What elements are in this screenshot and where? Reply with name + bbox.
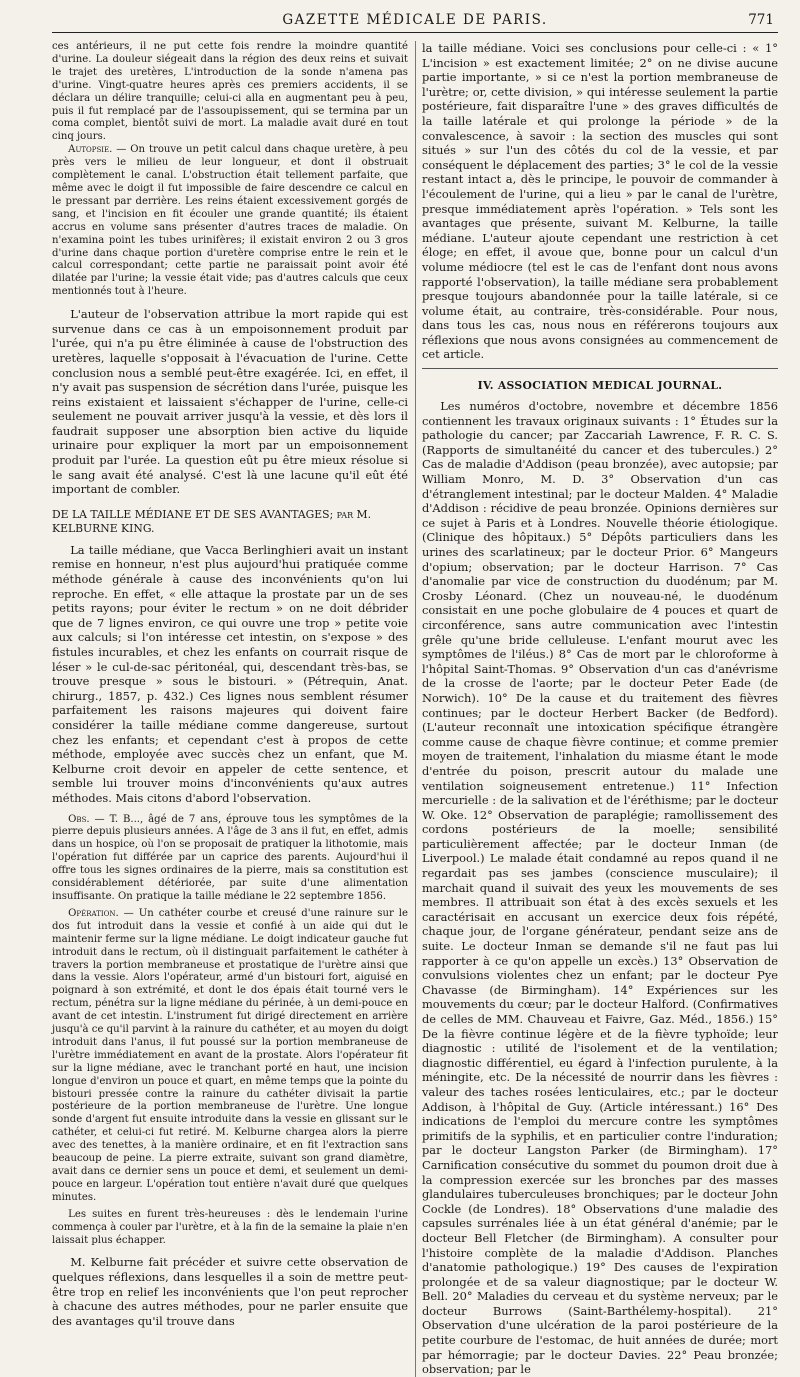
paragraph-text: — Un cathéter courbe et creusé d'une rainure sur le dos fut introduit dans la vessie et confié à un aide qui dut le maintenir ferme sur la ligne médiane. Le doigt indicateur gauche fut introduit dans le rectum, où il distinguait parfaitement le cathéter à travers la portion membraneuse et prostatique de l'urètre ainsi que dans la vessie. Alors l'opérateur, armé d'un bistouri fort, aiguisé en poignard à son extrémité, et dont le dos épais était tourné vers le rectum, pénétra sur la ligne médiane du périnée, à un demi-pouce en avant de cet intestin. L'instrument fut dirigé directement en arrière jusqu'à ce qu'il parvint à la rainure du cathéter, et au moyen du doigt introduit dans l'anus, il fut poussé sur la portion membraneuse de l'urètre immédiatement en avant de la prostate. Alors l'opérateur fit sur la ligne médiane, avec le tranchant porté en haut, une incision longue d'environ un pouce et quart, en même temps que la pointe du bistouri pressée contre la rainure du cathéter divisait la partie postérieure de la portion membraneuse de l'urètre. Une longue sonde d'argent fut ensuite introduite dans la vessie en glissant sur le cathéter, et celui-ci fut retiré. M. Kelburne chargea alors la pierre avec des tenettes, à la manière ordinaire, et en fit l'extraction sans beaucoup de peine. La pierre extraite, suivant son grand diamètre, avait dans ce dernier sens un pouce et demi, et seulement un demi-pouce en largeur. L'opération tout entière n'avait duré que quelques minutes. [52,907,408,1203]
operation-paragraph [52,908,408,1205]
section-title: IV. ASSOCIATION MEDICAL JOURNAL. [477,379,723,393]
paragraph: ces antérieurs, il ne put cette fois rendre la moindre quantité d'urine. La douleur siégeait dans la région des deux reins et suivait le trajet des uretères, L'introduction de la sonde n'amena pas d'urine. Vingt-quatre heures après ces premiers accidents, il se déclara un délire tranquille; celui-ci alla en augmentant peu à peu, puis il fut remplacé par de l'assoupissement, qui se termina par un coma complet, bientôt suivi de mort. La maladie avait duré en tout cinq jours. [52,41,408,143]
right-column [422,41,778,1377]
paragraph: M. Kelburne fait précéder et suivre cette observation de quelques réflexions, dans lesquelles il a soin de mettre peut-être trop en relief les inconvénients que l'on peut reprocher à chacune des autres méthodes, pour ne parler ensuite que des avantages qu'il trouve dans [52,1255,408,1328]
page-header [52,8,778,33]
left-column [52,41,408,1377]
paragraph: Les numéros d'octobre, novembre et décembre 1856 contiennent les travaux originaux suivants : 1° Études sur la pathologie du cancer; par Zaccariah Lawrence, F. R. C. S. (Rapports de simultanéité du cancer et des tubercules.) 2° Cas de maladie d'Addison (peau bronzée), avec autopsie; par William Monro, M. D. 3° Observation d'un cas d'étranglement intestinal; par le docteur Malden. 4° Maladie d'Addison : récidive de peau bronzée. Opinions dernières sur ce sujet à Paris et à Londres. Nouvelle théorie étiologique. (Clinique des hôpitaux.) 5° Dépôts particuliers dans les urines des scarlatineux; par le docteur Prior. 6° Mangeurs d'opium; observation; par le docteur Harrison. 7° Cas d'anomalie par vice de construction du duodénum; par M. Crosby Léonard. (Chez un nouveau-né, le duodénum consistait en une poche globulaire de 4 pouces et quart de circonférence, sans autre communication avec l'intestin grêle qu'une bride celluleuse. L'enfant mourut avec les symptômes de l'iléus.) 8° Cas de mort par le chloroforme à l'hôpital Saint-Thomas. 9° Observation d'un cas d'anévrisme de la crosse de l'aorte; par le docteur Peter Eade (de Norwich). 10° De la cause et du traitement des fièvres continues; par le docteur Herbert Backer (de Bedford). (L'auteur reconnaît une intoxication spécifique étrangère comme cause de chaque fièvre continue; et comme premier moyen de traitement, l'inhalation du miasme étant le mode d'entrée du poison, prescrit autour du malade une ventilation soigneusement entretenue.) 11° Infection mercurielle : de la salivation et de l'éréthisme; par le docteur W. Oke. 12° Observation de paraplégie; ramollissement des cordons postérieurs de la moelle; sensibilité particulièrement affectée; par le docteur Inman (de Liverpool.) Le malade était condamné au repos quand il ne regardait pas ses jambes (conscience musculaire); il marchait quand il suivait des yeux les mouvements de ses membres. Il attribuait son état à des excès sexuels et les caractérisait en accusant un exercice deux fois répété, chaque jour, de l'organe générateur, pendant seize ans de suite. Le docteur Inman se demande s'il ne faut pas lui rapporter à ce qu'on appelle un excès.) 13° Observation de convulsions violentes chez un enfant; par le docteur Pye Chavasse (de Birmingham). 14° Expériences sur les mouvements du cœur; par le docteur Halford. (Confirmatives de celles de MM. Chauveau et Faivre, Gaz. Méd., 1856.) 15° De la fièvre continue légère et de la fièvre typhoïde; leur diagnostic : utilité de l'isolement et de la ventilation; diagnostic différentiel, eu égard à l'infection purulente, à la méningite, etc. De la nécessité de nourrir dans les fièvres : valeur des taches rosées lenticulaires, etc.; par le docteur Addison, à l'hôpital de Guy. (Article intéressant.) 16° Des indications de l'emploi du mercure contre les symptômes primitifs de la syphilis, et en particulier contre l'induration; par le docteur Langston Parker (de Birmingham). 17° Carnification consécutive du sommet du poumon droit due à la compression exercée sur les bronches par des masses glandulaires tuberculeuses bronchiques; par le docteur John Cockle (de Londres). 18° Observations d'une maladie des capsules surrénales liée à un état général d'anémie; par le docteur Bell Fletcher (de Birmingham). A consulter pour l'histoire complète de la maladie d'Addison. Planches d'anatomie pathologique.) 19° Des causes de l'expiration prolongée et de sa valeur diagnostique; par le docteur W. Bell. 20° Maladies du cerveau et du système nerveux; par le docteur Burrows (Saint-Barthélemy-hospital). 21° Observation d'une ulcération de la paroi postérieure de la petite courbure de l'estomac, de huit années de durée; mort par hémorragie; par le docteur Davies. 22° Peau bronzée; observation; par le [422,399,778,1377]
paragraph-text: — T. B..., âgé de 7 ans, éprouve tous les symptômes de la pierre depuis plusieurs années. A l'âge de 3 ans il fut, en effet, admis dans un hospice, où l'on se proposait de pratiquer la lithotomie, mais l'opération fut différée par un caprice des parents. Aujourd'hui il offre tous les signes ordinaires de la pierre, mais sa constitution est considérablement détériorée, par suite d'une alimentation insuffisante. On pratique la taille médiane le 22 septembre 1856. [52,813,408,902]
paragraph: L'auteur de l'observation attribue la mort rapide qui est survenue dans ce cas à un empoisonnement produit par l'urée, qui n'a pu être éliminée à cause de l'obstruction des uretères, laquelle s'opposait à l'évacuation de l'urine. Cette conclusion nous a semblé peut-être exagérée. Ici, en effet, il n'y avait pas suspension de sécrétion dans l'urée, puisque les reins existaient et laissaient s'échapper de l'urine, celle-ci seulement ne pouvait arriver jusqu'à la vessie, et dès lors il faudrait supposer une absorption bien active du liquide urinaire pour expliquer la mort par un empoisonnement produit par l'urée. La question eût pu être mieux résolue si le sang avait été analysé. C'est là une lacune qu'il eût été important de combler. [52,307,408,497]
paragraph-text: — On trouve un petit calcul dans chaque uretère, à peu près vers le milieu de leur longueur, et dont il obstruait complètement le canal. L'obstruction était tellement parfaite, que même avec le doigt il fut impossible de faire descendre ce calcul en le pressant par derrière. Les reins étaient excessivement gorgés de sang, et l'incision en fit écouler une grande quantité; ils étaient accrus en volume sans présenter d'autres traces de maladie. On n'examina point les tubes urinifères; il existait environ 2 ou 3 gros d'urine dans chaque portion d'uretère comprise entre le rein et le calcul correspondant; cette partie ne paraissait point avoir été dilatée par l'urine; la vessie était vide; pas d'autres calculs que ceux mentionnés tout à l'heure. [52,144,408,298]
two-column-body [52,41,778,1377]
running-title: GAZETTE MÉDICALE DE PARIS. [282,12,548,28]
observation-paragraph [52,814,408,904]
paragraph-label: Opération. [68,907,119,919]
paragraph-label: Autopsie. [68,144,113,156]
paragraph: Les suites en furent très-heureuses : dès le lendemain l'urine commença à couler par l'urètre, et à la fin de la semaine la plaie n'en laissait plus échapper. [52,1208,408,1246]
paragraph-label: Obs. [68,813,90,825]
paragraph: la taille médiane. Voici ses conclusions pour celle-ci : « 1° L'incision » est exactement limitée; 2° on ne divise aucune partie importante, » si ce n'est la portion membraneuse de l'urètre; or, cette division, » qui intéresse seulement la partie postérieure, fait disparaître l'une » des graves difficultés de la taille latérale et qui prolonge la période » de la convalescence, à savoir : la section des muscles qui sont situés » sur l'un des côtés du col de la vessie, et par conséquent le déplacement des parties; 3° le col de la vessie restant intact a, dès le principe, le pouvoir de commander à l'écoulement de l'urine, qui a lieu » par le canal de l'urètre, presque immédiatement après l'opération. » Tels sont les avantages que présente, suivant M. Kelburne, la taille médiane. L'auteur ajoute cependant une restriction à cet éloge; en effet, il avoue que, bonne pour un calcul d'un volume médiocre (tel est le cas de l'enfant dont nous avons rapporté l'observation), la taille médiane sera probablement presque toujours abandonnée pour la taille latérale, si ce volume était, au contraire, très-considérable. Pour nous, dans tous les cas, nous nous en référerons toujours aux réflexions que nous avons consignées au commencement de cet article. [422,41,778,362]
divider [422,368,778,369]
paragraph: La taille médiane, que Vacca Berlinghieri avait un instant remise en honneur, n'est plus aujourd'hui pratiquée comme méthode générale à cause des inconvénients qu'on lui reproche. En effet, « elle attaque la prostate par un de ses petits rayons; pour éviter le rectum » on ne doit débrider que de 7 lignes environ, ce qui ouvre une trop » petite voie aux calculs; si l'on intéresse cet intestin, on s'expose » des fistules incurables, et chez les enfants on courrait risque de léser » le cul-de-sac péritonéal, qui, descendant très-bas, se trouve presque » sous le bistouri. » (Pétrequin, Anat. chirurg., 1857, p. 432.) Ces lignes nous semblent résumer parfaitement les raisons majeures qui doivent faire considérer la taille médiane comme dangereuse, surtout chez les enfants; et cependant c'est à propos de cette méthode, employée avec succès chez un enfant, que M. Kelburne croit devoir en appeler de cette sentence, et semble lui trouver moins d'inconvénients qu'aux autres méthodes. Mais citons d'abord l'observation. [52,542,408,805]
section-title: DE LA TAILLE MÉDIANE ET DE SES AVANTAGES; par M. KELBURNE KING. [52,507,372,535]
autopsy-paragraph [52,144,408,299]
page-number: 771 [748,12,774,28]
